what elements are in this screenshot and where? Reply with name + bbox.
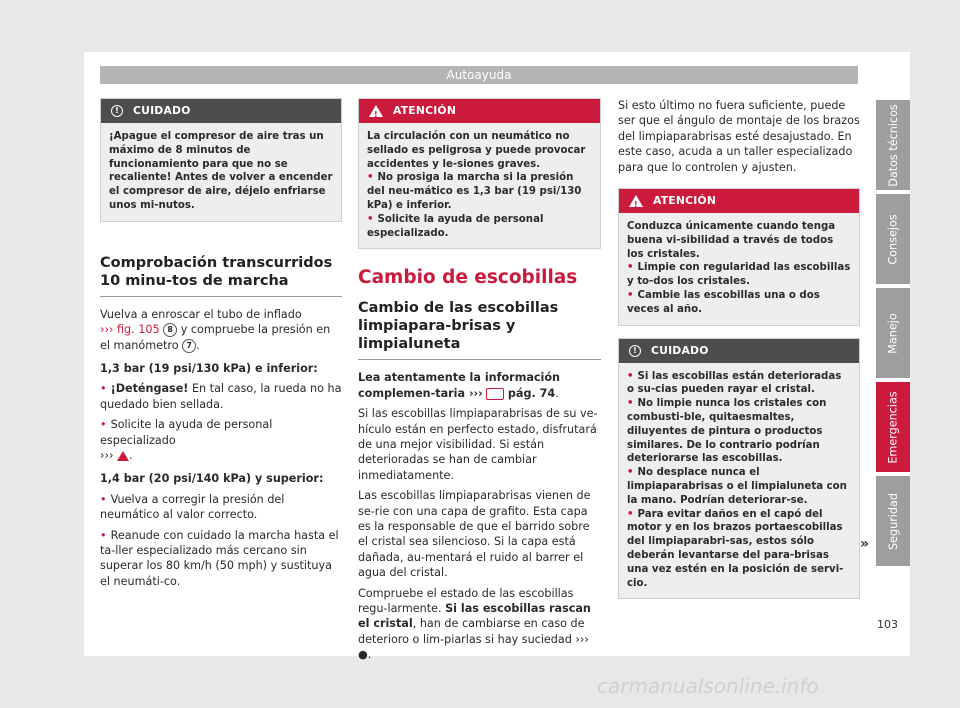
paragraph: Las escobillas limpiaparabrisas vienen de se-rie con una capa de grafito. Esta capa es la responsable de que el barrido sobre el cristal sea silencioso. Si la capa está dañada, au-mentará el ruido al barrer el agua del cristal. [358,489,591,580]
chapter-heading: Cambio de escobillas [358,267,578,289]
info-icon: ! [111,105,123,117]
paragraph: Si esto último no fuera suficiente, puede ser que el ángulo de montaje de los brazos del limpiaparabrisas esté desajustado. En este caso, acuda a un taller especializado para que lo controlen y ajusten. [618,99,860,174]
warning-bullet: • Limpie con regularidad las escobillas y to-dos los cristales. [627,262,851,288]
tab-emergencias[interactable]: Emergencias [876,382,910,472]
warning-title: ATENCIÓN [393,104,457,118]
warning-triangle-icon [629,195,643,207]
page-link[interactable]: pág. 74 [507,386,556,400]
column-1 [100,98,342,594]
warning-text: Conduzca únicamente cuando tenga buena vi-sibilidad a través de todos los cristales. [627,221,836,260]
caution-bullet: • Para evitar daños en el capó del motor y en los brazos portaescobillas del limpiaparabri-sas, estos sólo deberán levantarse del para-brisas una vez estén en la posición de servi-cio. [627,508,844,589]
warning-box [358,98,601,249]
tab-datos-tecnicos[interactable]: Datos técnicos [876,100,910,190]
side-tabs [876,100,910,570]
book-icon [486,388,504,400]
warning-box [618,188,860,326]
callout-number: 7 [182,339,196,353]
paragraph: Compruebe el estado de las escobillas regu-larmente. Si las escobillas rascan el cristal, han de cambiarse en caso de deterioro o lim-piarlas si hay suciedad ››› ●. [358,586,591,662]
info-icon: ! [629,345,641,357]
list-item: • ¡Deténgase! En tal caso, la rueda no ha quedado bien sellada. [100,382,342,411]
paragraph: Vuelva a enroscar el tubo de inflado ››› fig. 105 8 y compruebe la presión en el manómetro 7 . [100,307,331,352]
info-dot-icon: ● [358,648,368,662]
caution-box [618,338,860,600]
watermark: carmanualsonline.info [597,674,819,698]
warning-icon [117,451,129,461]
warning-bullet: • No prosiga la marcha si la presión del neu-mático es 1,3 bar (19 psi/130 kPa) e inferior. [367,172,582,211]
paragraph: Lea atentamente la información complemen-taria ››› pág. 74. [358,371,561,400]
caution-title: CUIDADO [133,104,191,118]
subheading: 1,3 bar (19 psi/130 kPa) e inferior: [100,362,318,375]
subheading: 1,4 bar (20 psi/140 kPa) y superior: [100,472,324,486]
section-heading: Cambio de las escobillas limpiapara-brisas y limpialuneta [358,299,601,360]
caution-bullet: • No desplace nunca el limpiaparabrisas o el limpialuneta con la mano. Podrían deteriorar-se. [627,467,847,506]
caution-bullet: • No limpie nunca los cristales con combusti-ble, quitaesmaltes, diluyentes de pintura o productos similares. De lo contrario podrían deteriorarse las escobillas. [627,398,827,465]
tab-seguridad[interactable]: Seguridad [876,476,910,566]
list-item: • Vuelva a corregir la presión del neumático al valor correcto. [100,492,285,522]
callout-number: 8 [163,323,177,337]
tab-consejos[interactable]: Consejos [876,194,910,284]
warning-text: La circulación con un neumático no sellado es peligrosa y puede provocar accidentes y le-siones graves. [367,131,586,170]
warning-title: ATENCIÓN [653,194,717,208]
page-header: Autoayuda [100,66,858,84]
warning-triangle-icon [369,105,383,117]
warning-bullet: • Solicite la ayuda de personal especializado. [367,213,544,239]
paragraph: Si las escobillas limpiaparabrisas de su ve-hículo están en perfecto estado, disfrutará de una mejor visibilidad. Si están deterioradas se han de cambiar inmediatamente. [358,407,598,482]
caution-box [100,98,342,222]
figure-link[interactable]: ››› fig. 105 [100,323,160,337]
tab-manejo[interactable]: Manejo [876,288,910,378]
continue-arrow-icon: » [860,536,870,552]
warning-bullet: • Cambie las escobillas una o dos veces al año. [627,290,820,315]
warning-link[interactable]: ››› [100,449,114,463]
section-heading: Comprobación transcurridos 10 minu-tos de marcha [100,254,342,297]
caution-title: CUIDADO [651,343,709,357]
column-2 [358,98,601,668]
list-item: • Solicite la ayuda de personal especializado ››› . [100,418,273,463]
caution-text: ¡Apague el compresor de aire tras un máximo de 8 minutos de funcionamiento para que no se recaliente! Antes de volver a encender el compresor de aire, déjelo enfriarse unos mi-nutos. [101,123,341,221]
column-3 [618,98,860,611]
caution-bullet: • Si las escobillas están deterioradas o su-cias pueden rayar el cristal. [627,370,842,396]
list-item: • Reanude con cuidado la marcha hasta el ta-ller especializado más cercano sin superar los 80 km/h (50 mph) y sustituya el neumáti-co. [100,528,339,588]
page-number: 103 [877,618,898,631]
